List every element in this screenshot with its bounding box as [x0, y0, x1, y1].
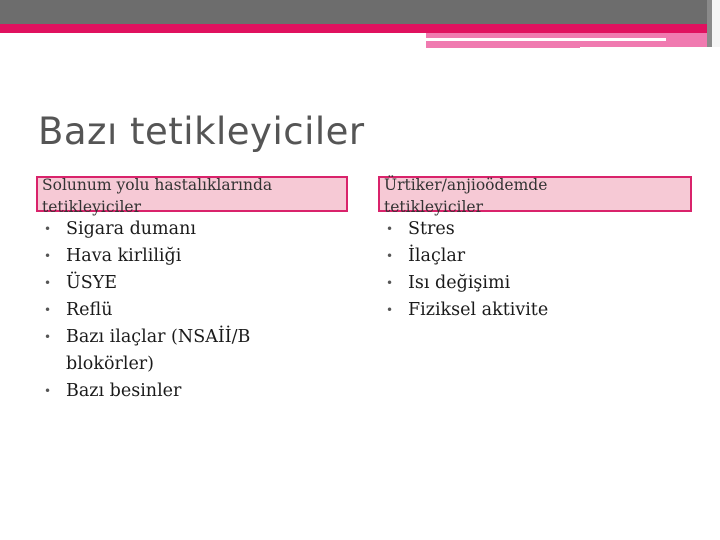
bullet-icon: •: [44, 384, 52, 398]
right-column-heading-line1: Ürtiker/anjioödemde: [384, 176, 548, 194]
bullet-icon: •: [44, 276, 52, 290]
right-column-heading-line2: tetikleyiciler: [384, 198, 484, 216]
list-item: • Isı değişimi: [382, 270, 682, 297]
right-column-list: [382, 216, 682, 324]
list-item: • Sigara dumanı: [40, 216, 340, 243]
left-column-heading-line2: tetikleyiciler: [42, 198, 142, 216]
list-item: • Stres: [382, 216, 682, 243]
list-item: • Reflü: [40, 297, 340, 324]
header-edge-block-inner: [712, 0, 720, 47]
bullet-icon: •: [44, 222, 52, 236]
header-accent-line: [426, 38, 666, 41]
bullet-icon: •: [386, 303, 394, 317]
header-accent-bar-short: [426, 44, 580, 48]
bullet-icon: •: [44, 330, 52, 344]
slide-title: Bazı tetikleyiciler: [38, 110, 365, 153]
list-item: • İlaçlar: [382, 243, 682, 270]
header-bar-pink: [0, 24, 720, 33]
list-item: • Hava kirliliği: [40, 243, 340, 270]
list-item: • Bazı besinler: [40, 378, 340, 405]
list-item: • Bazı ilaçlar (NSAİİ/B blokörler): [40, 324, 340, 378]
bullet-icon: •: [386, 276, 394, 290]
left-column-heading-line1: Solunum yolu hastalıklarında: [42, 176, 273, 194]
bullet-icon: •: [386, 249, 394, 263]
list-item: • ÜSYE: [40, 270, 340, 297]
left-column-list: [40, 216, 340, 405]
bullet-icon: •: [386, 222, 394, 236]
bullet-icon: •: [44, 303, 52, 317]
header-bar-gray: [0, 0, 720, 24]
bullet-icon: •: [44, 249, 52, 263]
list-item: • Fiziksel aktivite: [382, 297, 682, 324]
